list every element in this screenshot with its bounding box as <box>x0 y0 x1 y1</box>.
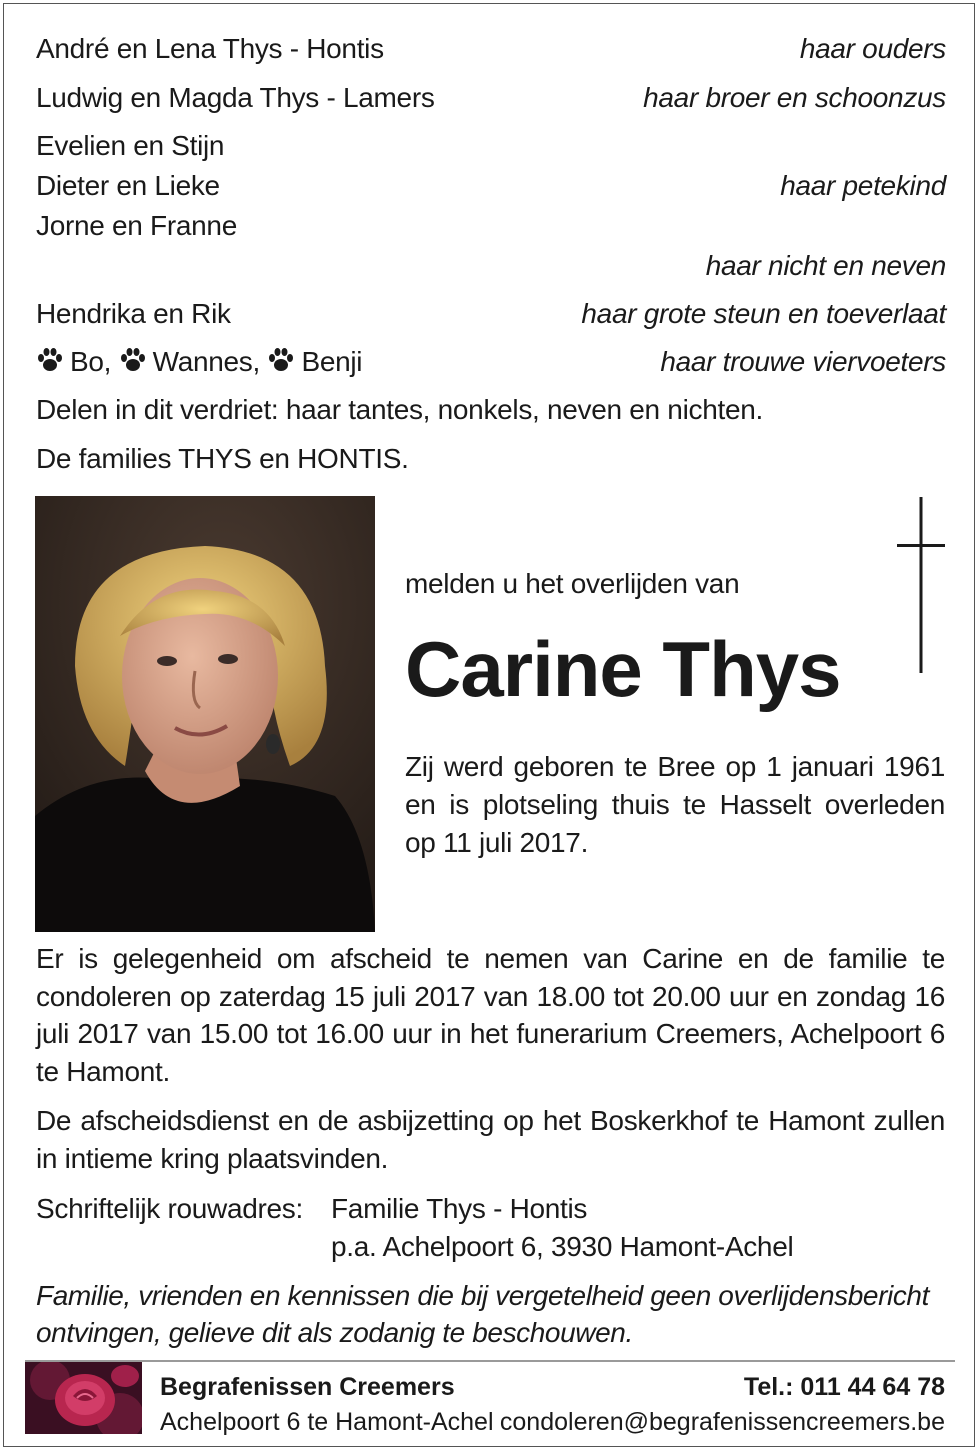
cross-icon <box>897 497 945 673</box>
service-text: De afscheidsdienst en de asbijzetting op het Boskerkhof te Hamont zullen in intieme kring plaatsvinden. <box>36 1105 945 1174</box>
family-row <box>36 31 946 67</box>
pet-name: Wannes, <box>152 346 260 377</box>
family-name: André en Lena Thys - Hontis <box>36 33 384 64</box>
address-line1: Familie Thys - Hontis <box>331 1193 588 1224</box>
deceased-name: Carine Thys <box>405 625 841 713</box>
family-relation: haar broer en schoonzus <box>643 82 946 113</box>
paw-icon <box>119 347 147 373</box>
pets-relation: haar trouwe viervoeters <box>660 346 946 377</box>
pet-name: Benji <box>301 346 363 377</box>
family-row <box>36 208 946 244</box>
mourning-line: Delen in dit verdriet: haar tantes, nonkels, neven en nichten. <box>36 394 763 425</box>
address-line2: p.a. Achelpoort 6, 3930 Hamont-Achel <box>331 1231 794 1262</box>
paw-icon <box>36 347 64 373</box>
footer-divider <box>25 1360 955 1362</box>
family-row <box>36 128 946 164</box>
family-row <box>36 296 946 332</box>
family-relation: haar ouders <box>799 33 946 64</box>
mourning-address <box>331 1190 793 1266</box>
family-row <box>36 80 946 116</box>
family-relation: haar grote steun en toeverlaat <box>581 298 946 329</box>
pets-row <box>36 344 946 380</box>
paw-icon <box>267 347 295 373</box>
business-address: Achelpoort 6 te Hamont-Achel <box>160 1408 494 1436</box>
family-name: Jorne en Franne <box>36 210 237 241</box>
business-name: Begrafenissen Creemers <box>160 1373 455 1401</box>
family-name: Dieter en Lieke <box>36 170 220 201</box>
announcement: melden u het overlijden van <box>405 568 740 599</box>
rose-image <box>25 1362 142 1434</box>
family-relation: haar petekind <box>780 170 946 201</box>
visitation-text: Er is gelegenheid om afscheid te nemen van Carine en de familie te condoleren op zaterdag 15 juli 2017 van 18.00 tot 20.00 uur en zondag 16 juli 2017 van 15.00 tot 16.00 uur in het funerarium Creemers, Achelpoort 6 te Hamont. <box>36 943 945 1087</box>
families-line: De families THYS en HONTIS. <box>36 443 409 474</box>
business-phone: Tel.: 011 44 64 78 <box>743 1373 945 1401</box>
pets-names <box>36 344 362 380</box>
family-name: Ludwig en Magda Thys - Lamers <box>36 82 435 113</box>
family-row <box>36 168 946 204</box>
business-email[interactable]: condoleren@begrafenissencreemers.be <box>499 1408 945 1436</box>
closing-note: Familie, vrienden en kennissen die bij vergetelheid geen overlijdensbericht ontvingen, gelieve dit als zodanig te beschouwen. <box>36 1280 929 1348</box>
portrait-photo <box>35 496 375 932</box>
birth-death-text: Zij werd geboren te Bree op 1 januari 1961 en is plotseling thuis te Hasselt overleden op 11 juli 2017. <box>405 751 945 858</box>
family-relation: haar nicht en neven <box>705 250 946 281</box>
address-label: Schriftelijk rouwadres: <box>36 1193 303 1224</box>
family-name: Evelien en Stijn <box>36 130 225 161</box>
family-row <box>36 248 946 284</box>
pet-name: Bo, <box>70 346 112 377</box>
family-name: Hendrika en Rik <box>36 298 231 329</box>
